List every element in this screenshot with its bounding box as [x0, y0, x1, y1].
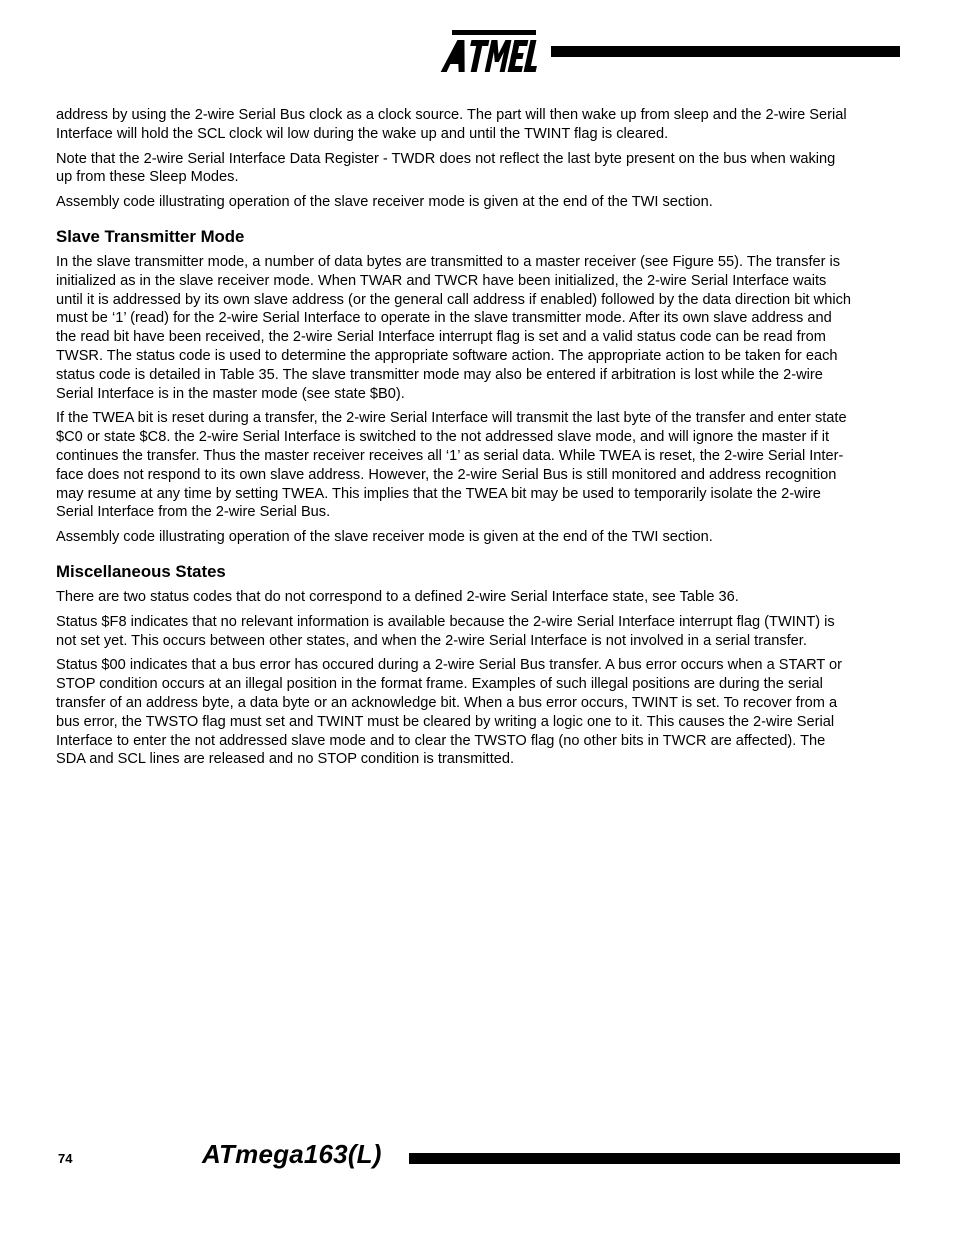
- page-header: [0, 0, 954, 90]
- page-number: 74: [58, 1151, 73, 1166]
- body-paragraph: Note that the 2-wire Serial Interface Data Register - TWDR does not reflect the last byte present on the bus when waking up from these Sleep Modes.: [56, 150, 836, 186]
- section-heading-slave-transmitter-mode: Slave Transmitter Mode: [56, 226, 245, 246]
- body-paragraph: address by using the 2-wire Serial Bus clock as a clock source. The part will then wake up from sleep and the 2-wire Serial Interface will hold the SCL clock wil low during the wake up and until the TWINT flag is cleared.: [56, 107, 847, 142]
- body-paragraph: In the slave transmitter mode, a number of data bytes are transmitted to a master receiver (see Figure 55). The transfer is initialized as in the slave receiver mode. When TWAR and TWCR have been initialized, the 2-wire Serial Interface waits until it is addressed by its own slave address (or the general call address if enabled) followed by the data direction bit which must be ‘1’ (read) for the 2-wire Serial Interface to operate in the slave transmitter mode. After its own slave address and the read bit have been received, the 2-wire Serial Interface interrupt flag is set and a valid status code can be read from TWSR. The status code is used to determine the appropriate software action. The appropriate action to be taken for each status code is detailed in Table 35. The slave transmitter mode may also be entered if arbitration is lost while the 2-wire Serial Interface is in the master mode (see state $B0).: [56, 253, 851, 402]
- page-body: [56, 106, 898, 775]
- body-paragraph: Status $00 indicates that a bus error has occured during a 2-wire Serial Bus transfer. A bus error occurs when a START or STOP condition occurs at an illegal position in the format frame. Examples of such illegal positions are during the serial transfer of an address byte, a data byte or an acknowledge bit. When a bus error occurs, TWINT is set. To recover from a bus error, the TWSTO flag must set and TWINT must be cleared by writing a logic one to it. This causes the 2-wire Serial Interface to enter the not addressed slave mode and to clear the TWSTO flag (no other bits in TWCR are affected). The SDA and SCL lines are released and no STOP condition is transmitted.: [56, 657, 843, 768]
- body-paragraph: Assembly code illustrating operation of the slave receiver mode is given at the end of the TWI section.: [56, 529, 713, 546]
- body-paragraph: If the TWEA bit is reset during a transfer, the 2-wire Serial Interface will transmit the last byte of the transfer and enter state $C0 or state $C8. the 2-wire Serial Interface is switched to the not addressed slave mode, and will ignore the master if it continues the transfer. Thus the master receiver receives all ‘1’ as serial data. While TWEA is reset, the 2-wire Serial Inter- face does not respond to its own slave address. However, the 2-wire Serial Bus is still monitored and address recognition may resume at any time by setting TWEA. This implies that the TWEA bit may be used to temporarily isolate the 2-wire Serial Interface from the 2-wire Serial Bus.: [56, 410, 847, 521]
- document-title: ATmega163(L): [202, 1139, 382, 1169]
- atmel-logo: [440, 28, 538, 78]
- header-rule: [551, 46, 900, 57]
- footer-rule: [409, 1153, 900, 1164]
- body-paragraph: Status $F8 indicates that no relevant information is available because the 2-wire Serial Interface interrupt flag (TWINT) is not set yet. This occurs between other states, and when the 2-wire Serial Interface is not involved in a serial transfer.: [56, 613, 835, 649]
- body-paragraph: Assembly code illustrating operation of the slave receiver mode is given at the end of the TWI section.: [56, 194, 713, 211]
- section-heading-miscellaneous-states: Miscellaneous States: [56, 561, 226, 581]
- body-paragraph: There are two status codes that do not correspond to a defined 2-wire Serial Interface state, see Table 36.: [56, 588, 739, 605]
